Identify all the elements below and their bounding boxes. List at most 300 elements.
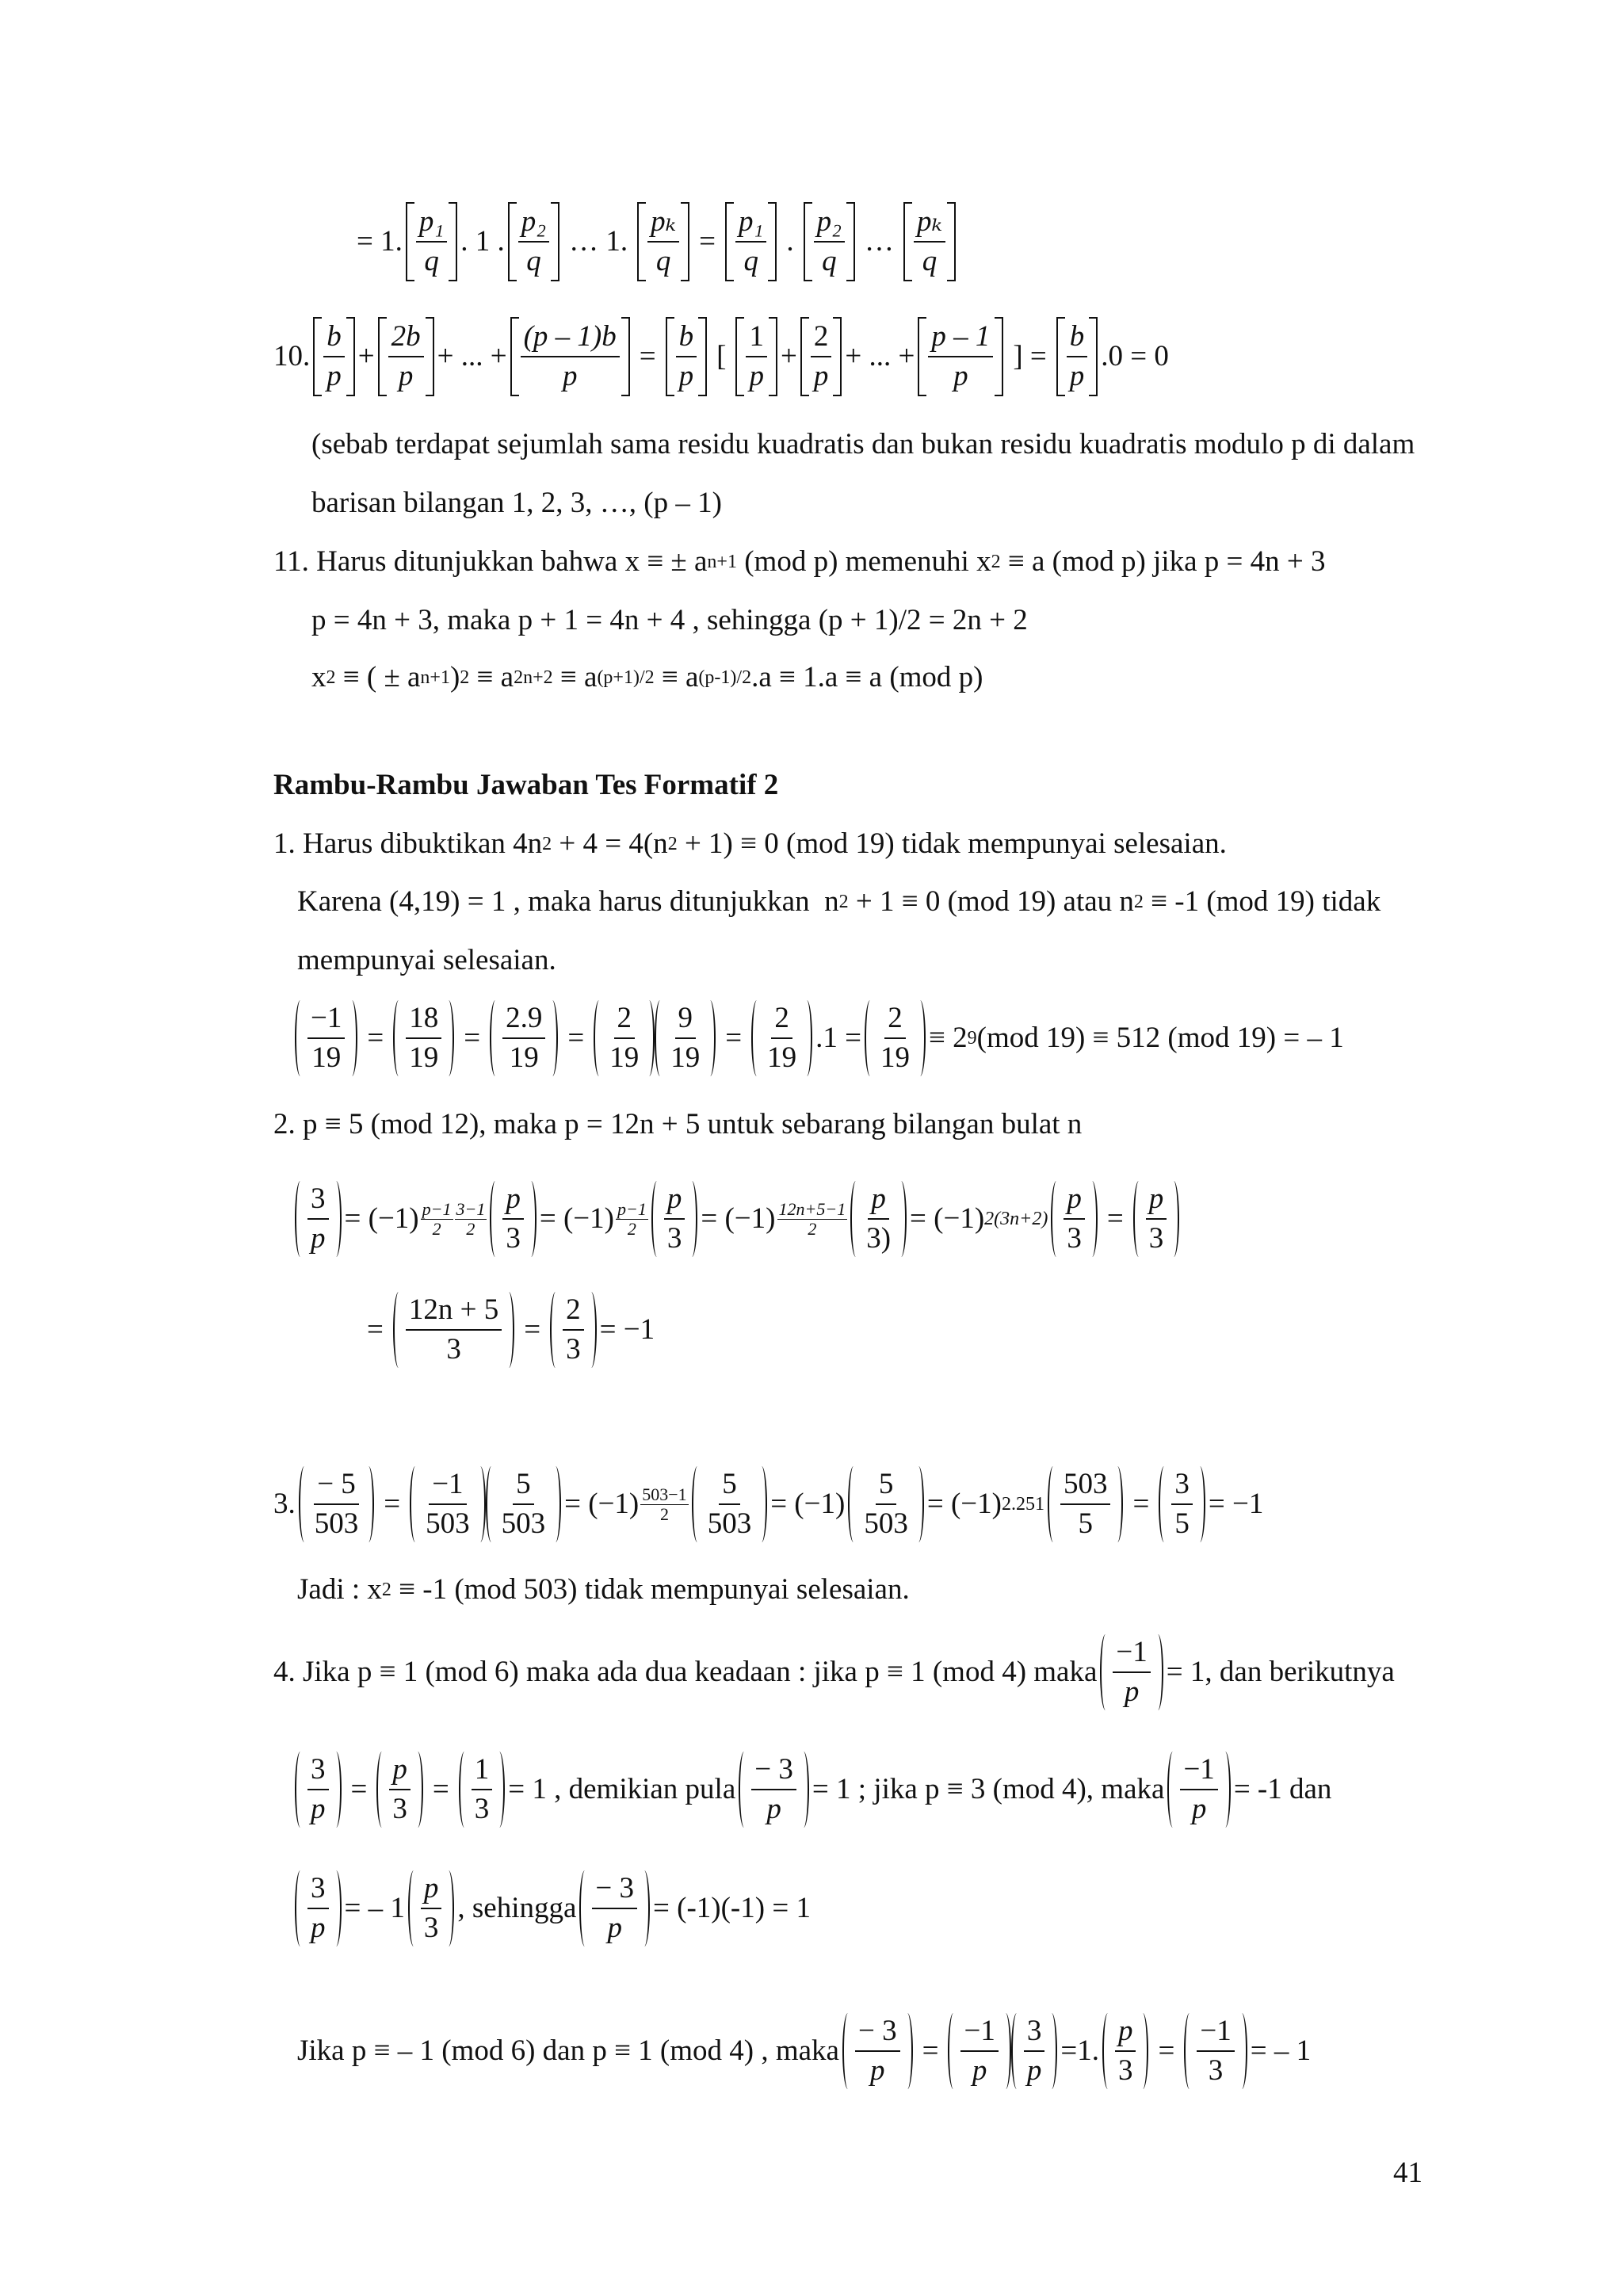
math-text: [ (716, 340, 727, 372)
denominator: 3 (1067, 1222, 1082, 1255)
denominator: p (1124, 1675, 1140, 1708)
numerator: − 3 (592, 1872, 637, 1909)
paren-group (655, 1000, 716, 1076)
denominator: p (813, 360, 829, 392)
numerator: 9 (675, 1002, 697, 1039)
denominator: 3 (1117, 2054, 1133, 2087)
denominator: p (1191, 1793, 1207, 1825)
numerator: 503 (1060, 1468, 1111, 1505)
f2-item-1-statement: 1. Harus dibuktikan 4n 2 + 4 = 4(n 2 + 1) ≡ 0 (mod 19) tidak mempunyai selesaian. (273, 826, 1227, 862)
numerator: −1 (960, 2015, 998, 2052)
math-text: . 1 . (460, 225, 505, 258)
denominator: p (311, 1793, 326, 1825)
math-text: ≡ 2 (929, 1022, 968, 1054)
numerator: pₖ (914, 205, 945, 243)
math-text: ≡ -1 (mod 19) tidak (1143, 885, 1381, 918)
fraction (1115, 2015, 1136, 2088)
paren-group (410, 1466, 486, 1542)
fraction (521, 320, 620, 393)
math-text: = −1 (599, 1313, 655, 1346)
math-text: + 1 ≡ 0 (mod 19) atau n (848, 885, 1134, 918)
fraction (960, 2015, 998, 2088)
math-text: =1. (1060, 2034, 1099, 2067)
math-text: Jika p ≡ – 1 (mod 6) dan p ≡ 1 (mod 4) , maka (297, 2034, 839, 2067)
paren-group (579, 1870, 650, 1946)
denominator: 3 (392, 1793, 407, 1825)
numerator: 3 (1171, 1468, 1193, 1505)
item-10-note-line2: barisan bilangan 1, 2, 3, …, (p – 1) (311, 487, 722, 519)
numerator: 2 (884, 1002, 906, 1039)
item-11-statement: 11. Harus ditunjukkan bahwa x ≡ ± a n+1 (mod p) memenuhi x 2 ≡ a (mod p) jika p = 4n + 3 (273, 544, 1326, 580)
denominator: p (749, 360, 764, 392)
numerator: p (868, 1182, 889, 1220)
math-text: = (1132, 1488, 1150, 1520)
math-text: .a ≡ 1.a ≡ a (mod p) (751, 661, 983, 693)
paren-group (1011, 2013, 1058, 2089)
denominator: q (822, 245, 837, 277)
fraction (877, 1002, 913, 1075)
denominator: q (526, 245, 541, 277)
fraction (1113, 1636, 1150, 1709)
numerator: 5 (513, 1468, 534, 1505)
math-text: = (1158, 2034, 1175, 2067)
numerator: − 3 (751, 1753, 796, 1790)
math-text: .1 = (815, 1022, 861, 1054)
math-text: = (725, 1022, 743, 1054)
math-text: 2 (808, 1218, 817, 1239)
denominator: q (424, 245, 439, 277)
fraction (563, 1293, 584, 1366)
math-text: + (357, 340, 375, 372)
fraction (606, 1002, 642, 1075)
numerator: 18 (406, 1002, 441, 1039)
math-text: = (−1) (344, 1202, 419, 1235)
math-text: = (1106, 1202, 1124, 1235)
paren-group (1100, 1634, 1163, 1710)
fraction (388, 320, 424, 393)
paren-group (1051, 1181, 1098, 1257)
paren-group (486, 1466, 562, 1542)
numerator: −1 (1180, 1753, 1217, 1790)
math-text (616, 1200, 648, 1239)
fraction (746, 320, 767, 393)
paren-group (295, 1181, 342, 1257)
fraction (705, 1468, 755, 1541)
fraction (855, 2015, 900, 2088)
math-text: ≡ -1 (mod 503) tidak mempunyai selesaian. (391, 1573, 910, 1606)
paren-group (393, 1000, 454, 1076)
math-text: + 4 = 4(n (552, 827, 668, 860)
math-text: ] = (1013, 340, 1047, 372)
numerator: p (421, 1872, 442, 1909)
fraction (647, 205, 679, 278)
square-bracket-group (918, 317, 1003, 396)
f2-item-4-line2 (292, 1752, 1331, 1828)
math-text: , sehingga (457, 1892, 577, 1924)
math-text: + ... + (437, 340, 507, 372)
paren-group (751, 1000, 812, 1076)
paren-group (299, 1466, 375, 1542)
math-text (421, 1200, 453, 1239)
fraction (1024, 2015, 1045, 2088)
math-text: = (367, 1022, 384, 1054)
math-text: = (922, 2034, 939, 2067)
fraction (502, 1002, 545, 1075)
paren-group (692, 1466, 768, 1542)
paren-group (393, 1292, 514, 1368)
fraction (1146, 1182, 1167, 1255)
fraction (1060, 1468, 1111, 1541)
math-text (455, 1200, 487, 1239)
denominator: 5 (1174, 1507, 1190, 1540)
numerator: b (676, 320, 697, 357)
paren-group (848, 1466, 924, 1542)
numerator: 3 (1024, 2015, 1045, 2052)
square-bracket-group (804, 202, 855, 281)
numerator: − 3 (855, 2015, 900, 2052)
math-text: (mod p) memenuhi x (736, 545, 991, 578)
denominator: p (562, 360, 578, 392)
denominator: p (678, 360, 694, 392)
page-number: 41 (1393, 2157, 1423, 2189)
f2-item-1-line2: Karena (4,19) = 1 , maka harus ditunjukkan n 2 + 1 ≡ 0 (mod 19) atau n 2 ≡ -1 (mod 19) tidak (297, 884, 1381, 920)
numerator: 1 (746, 320, 767, 357)
numerator: p (664, 1182, 685, 1220)
math-text: 2 (659, 1503, 669, 1524)
fraction (1180, 1753, 1217, 1826)
fraction (1064, 1182, 1085, 1255)
math-text: = (−1) (564, 1488, 640, 1520)
f2-item-4-line1 (273, 1634, 1395, 1710)
math-text: = (567, 1022, 585, 1054)
paren-group (1102, 2013, 1149, 2089)
math-text: 3−1 (456, 1198, 486, 1219)
denominator: 19 (880, 1041, 910, 1074)
paren-group (550, 1292, 597, 1368)
numerator: 2 (614, 1002, 636, 1039)
math-text: ≡ a (mod p) jika p = 4n + 3 (1000, 545, 1326, 578)
denominator: 19 (409, 1041, 439, 1074)
numerator: 5 (719, 1468, 740, 1505)
math-text: = 1. (357, 225, 403, 258)
square-bracket-group (800, 317, 842, 396)
paren-group (948, 2013, 1010, 2089)
denominator: q (743, 245, 758, 277)
numerator: p (1115, 2015, 1136, 2052)
square-bracket-group (510, 317, 630, 396)
numerator: 1 (472, 1753, 493, 1790)
denominator: 3 (446, 1333, 461, 1366)
math-text: .0 = 0 (1101, 340, 1169, 372)
denominator: q (655, 245, 671, 277)
f2-item-2-statement: 2. p ≡ 5 (mod 12), maka p = 12n + 5 untuk sebarang bilangan bulat n (273, 1108, 1083, 1140)
math-text: p−1 (422, 1198, 452, 1219)
item-10-note-line1: (sebab terdapat sejumlah sama residu kuadratis dan bukan residu kuadratis modulo p di dalam (311, 428, 1415, 460)
paren-group (739, 1752, 809, 1828)
fraction (861, 1468, 911, 1541)
numerator: p₁ (735, 205, 766, 243)
numerator: 2.9 (502, 1002, 545, 1039)
fraction (311, 1468, 362, 1541)
math-text: = – 1 (344, 1892, 405, 1924)
f2-item-2-result (361, 1292, 655, 1368)
fraction (421, 1872, 442, 1945)
fraction (751, 1753, 796, 1826)
math-text: = (−1) (701, 1202, 776, 1235)
math-text: = (−1) (910, 1202, 985, 1235)
fraction (502, 1182, 524, 1255)
numerator: −1 (1113, 1636, 1150, 1673)
square-bracket-group (735, 317, 777, 396)
math-text: ≡ a (469, 661, 514, 693)
math-text: Jadi : x (297, 1573, 382, 1606)
paren-group (594, 1000, 655, 1076)
denominator: 19 (609, 1041, 640, 1074)
numerator: (p – 1)b (521, 320, 620, 357)
math-text: 3. (273, 1488, 296, 1520)
square-bracket-group (725, 202, 777, 281)
numerator: p₂ (814, 205, 845, 243)
math-text: = 1 , demikian pula (508, 1773, 736, 1805)
fraction (667, 1002, 703, 1075)
numerator: 3 (307, 1872, 329, 1909)
numerator: −1 (429, 1468, 466, 1505)
denominator: 19 (767, 1041, 797, 1074)
math-text: = -1 dan (1233, 1773, 1332, 1805)
fraction (323, 320, 345, 393)
math-text: 2 (627, 1218, 636, 1239)
math-text: = (524, 1313, 541, 1346)
paren-group (1167, 1752, 1230, 1828)
fraction (814, 205, 845, 278)
square-bracket-group (313, 317, 355, 396)
fraction (928, 320, 993, 393)
denominator: p (766, 1793, 781, 1825)
f2-item-4-line4 (297, 2013, 1311, 2089)
math-text: ) (449, 661, 460, 693)
denominator: 3 (1148, 1222, 1164, 1255)
math-text: = 1 ; jika p ≡ 3 (mod 4), maka (812, 1773, 1165, 1805)
math-text: p−1 (617, 1198, 647, 1219)
math-text: 10. (273, 340, 311, 372)
denominator: 3 (423, 1912, 439, 1944)
paren-group (1048, 1466, 1124, 1542)
fraction (472, 1753, 493, 1826)
math-text: ≡ a (654, 661, 699, 693)
denominator: 5 (1078, 1507, 1093, 1540)
numerator: −1 (1197, 2015, 1234, 2052)
math-text: = (-1)(-1) = 1 (653, 1892, 811, 1924)
numerator: − 5 (314, 1468, 359, 1505)
bracket-pk-q (637, 202, 689, 281)
fraction (764, 1002, 800, 1075)
bracket-p1-q (406, 202, 457, 281)
numerator: p₁ (416, 205, 447, 243)
numerator: 12n + 5 (406, 1293, 502, 1331)
math-text: = – 1 (1250, 2034, 1312, 2067)
fraction (389, 1753, 411, 1826)
fraction (416, 205, 447, 278)
math-text: = (−1) (770, 1488, 846, 1520)
numerator: pₖ (647, 205, 679, 243)
denominator: 503 (314, 1507, 359, 1540)
math-text: Karena (4,19) = 1 , maka harus ditunjukkan n (297, 885, 839, 918)
numerator: p (1064, 1182, 1085, 1220)
numerator: p (502, 1182, 524, 1220)
numerator: 2 (563, 1293, 584, 1331)
f2-item-4-line3 (292, 1870, 811, 1946)
fraction (735, 205, 766, 278)
paren-group (1184, 2013, 1247, 2089)
math-text: = (367, 1313, 384, 1346)
math-text: 11. Harus ditunjukkan bahwa x ≡ ± a (273, 545, 708, 578)
paren-group (295, 1870, 342, 1946)
math-text: + (780, 340, 797, 372)
math-text: … (865, 225, 894, 258)
fraction (664, 1182, 685, 1255)
paren-group (490, 1181, 537, 1257)
math-text: = (699, 225, 716, 258)
f2-item-3-conclusion: Jadi : x 2 ≡ -1 (mod 503) tidak mempunyai selesaian. (297, 1572, 910, 1608)
math-text: ≡ a (552, 661, 598, 693)
paren-group (1133, 1181, 1180, 1257)
fraction (1067, 320, 1088, 393)
denominator: 3) (866, 1222, 892, 1255)
square-bracket-group (378, 317, 434, 396)
denominator: 3 (666, 1222, 682, 1255)
numerator: 3 (307, 1753, 329, 1790)
denominator: p (953, 360, 968, 392)
math-text: (mod 19) ≡ 512 (mod 19) = – 1 (976, 1022, 1344, 1054)
paren-group (490, 1000, 558, 1076)
square-bracket-group (1056, 317, 1098, 396)
math-text: 503−1 (642, 1484, 687, 1504)
fraction (307, 1753, 329, 1826)
fraction (914, 205, 945, 278)
math-text: ≡ ( ± a (335, 661, 421, 693)
paren-group (865, 1000, 926, 1076)
paren-group (850, 1181, 907, 1257)
section-heading: Rambu-Rambu Jawaban Tes Formatif 2 (273, 769, 779, 801)
paren-group (295, 1752, 342, 1828)
math-text: = −1 (1208, 1488, 1264, 1520)
numerator: p (389, 1753, 411, 1790)
numerator: −1 (307, 1002, 345, 1039)
denominator: p (311, 1912, 326, 1944)
bracket-p2-q (508, 202, 559, 281)
denominator: 3 (566, 1333, 581, 1366)
f2-item-3-equation: 3. $\frac{- 5}{503}$ = $\frac{-1}{503}$ $\frac{5}{503}$ = (−1) 503−1 2 $\frac{5}{503}$ = (−1) $\frac{5}{503}$ = (−1) 2.251 $\frac{503}{5}$ = $\frac{3}{5}$ = −1 (273, 1466, 1263, 1542)
fraction (307, 1182, 329, 1255)
item-11-line3: x 2 ≡ ( ± a n+1 ) 2 ≡ a 2n+2 ≡ a (p+1)/2 ≡ a (p-1)/2 .a ≡ 1.a ≡ a (mod p) (311, 659, 983, 696)
denominator: 19 (509, 1041, 539, 1074)
denominator: 19 (311, 1041, 342, 1074)
f2-item-2-equation: $\frac{3}{p}$ = (−1) p−1 2 3−1 2 $\frac{p}{3}$ = (−1) p−1 2 $\frac{p}{3}$ = (−1) 12n+5−1 2 $\frac{p}{3)}$ = (−1) 2(3n+2) $\frac{p}{3}$ = $\frac{p}{3}$ (292, 1181, 1182, 1257)
denominator: 3 (506, 1222, 521, 1255)
math-text: = (432, 1773, 449, 1805)
math-text: = (464, 1022, 481, 1054)
math-text: 2 (466, 1218, 475, 1239)
fraction (592, 1872, 637, 1945)
fraction (422, 1468, 473, 1541)
numerator: p – 1 (928, 320, 993, 357)
fraction (406, 1293, 502, 1366)
numerator: 3 (307, 1182, 329, 1220)
eq-line-product (357, 202, 959, 281)
math-text (640, 1485, 688, 1524)
denominator: p (1069, 360, 1085, 392)
paren-group (1159, 1466, 1205, 1542)
fraction (518, 205, 549, 278)
fraction (811, 320, 832, 393)
numerator: p₂ (518, 205, 549, 243)
numerator: 2 (811, 320, 832, 357)
f2-item-1-equation: $\frac{-1}{19}$ = $\frac{18}{19}$ = $\frac{2.9}{19}$ = $\frac{2}{19}$ $\frac{9}{19}$ = $\frac{2}{19}$ .1 = $\frac{2}{19}$ ≡ 2 9 (mod 19) ≡ 512 (mod 19) = – 1 (292, 1000, 1344, 1076)
denominator: p (1026, 2054, 1042, 2087)
square-bracket-group (903, 202, 956, 281)
denominator: p (398, 360, 414, 392)
denominator: q (922, 245, 938, 277)
denominator: 503 (707, 1507, 752, 1540)
numerator: b (323, 320, 345, 357)
denominator: 3 (1208, 2054, 1224, 2087)
numerator: 2 (771, 1002, 792, 1039)
item-10-equation (273, 317, 1169, 396)
math-text: … 1. (569, 225, 628, 258)
numerator: b (1067, 320, 1088, 357)
fraction (307, 1002, 345, 1075)
math-text: 12n+5−1 (778, 1198, 846, 1219)
denominator: 503 (501, 1507, 546, 1540)
paren-group (842, 2013, 913, 2089)
numerator: p (1146, 1182, 1167, 1220)
math-text: = (−1) (926, 1488, 1002, 1520)
math-text: = 1, dan berikutnya (1166, 1656, 1395, 1688)
paren-group (295, 1000, 357, 1076)
denominator: p (972, 2054, 987, 2087)
denominator: p (607, 1912, 622, 1944)
square-bracket-group (666, 317, 708, 396)
paren-group (459, 1752, 506, 1828)
math-text: = (350, 1773, 368, 1805)
math-text: x (311, 661, 327, 693)
math-text: . (786, 225, 794, 258)
denominator: p (870, 2054, 885, 2087)
fraction (498, 1468, 549, 1541)
fraction (863, 1182, 894, 1255)
math-text: 1. Harus dibuktikan 4n (273, 827, 543, 860)
fraction (1171, 1468, 1193, 1541)
denominator: 503 (426, 1507, 470, 1540)
denominator: 3 (474, 1793, 490, 1825)
math-text (777, 1200, 848, 1239)
math-text: = (−1) (539, 1202, 614, 1235)
paren-group (651, 1181, 698, 1257)
f2-item-1-line3: mempunyai selesaian. (297, 944, 556, 976)
item-11-line2: p = 4n + 3, maka p + 1 = 4n + 4 , sehingga (p + 1)/2 = 2n + 2 (311, 604, 1028, 636)
fraction (406, 1002, 441, 1075)
paren-group (408, 1870, 455, 1946)
math-text: 2 (432, 1218, 441, 1239)
denominator: p (327, 360, 342, 392)
math-text: + 1) ≡ 0 (mod 19) tidak mempunyai selesaian. (677, 827, 1227, 860)
fraction (1197, 2015, 1234, 2088)
denominator: 503 (864, 1507, 908, 1540)
numerator: 5 (876, 1468, 897, 1505)
denominator: 19 (670, 1041, 701, 1074)
math-text: 4. Jika p ≡ 1 (mod 6) maka ada dua keadaan : jika p ≡ 1 (mod 4) maka (273, 1656, 1098, 1688)
numerator: 2b (388, 320, 424, 357)
